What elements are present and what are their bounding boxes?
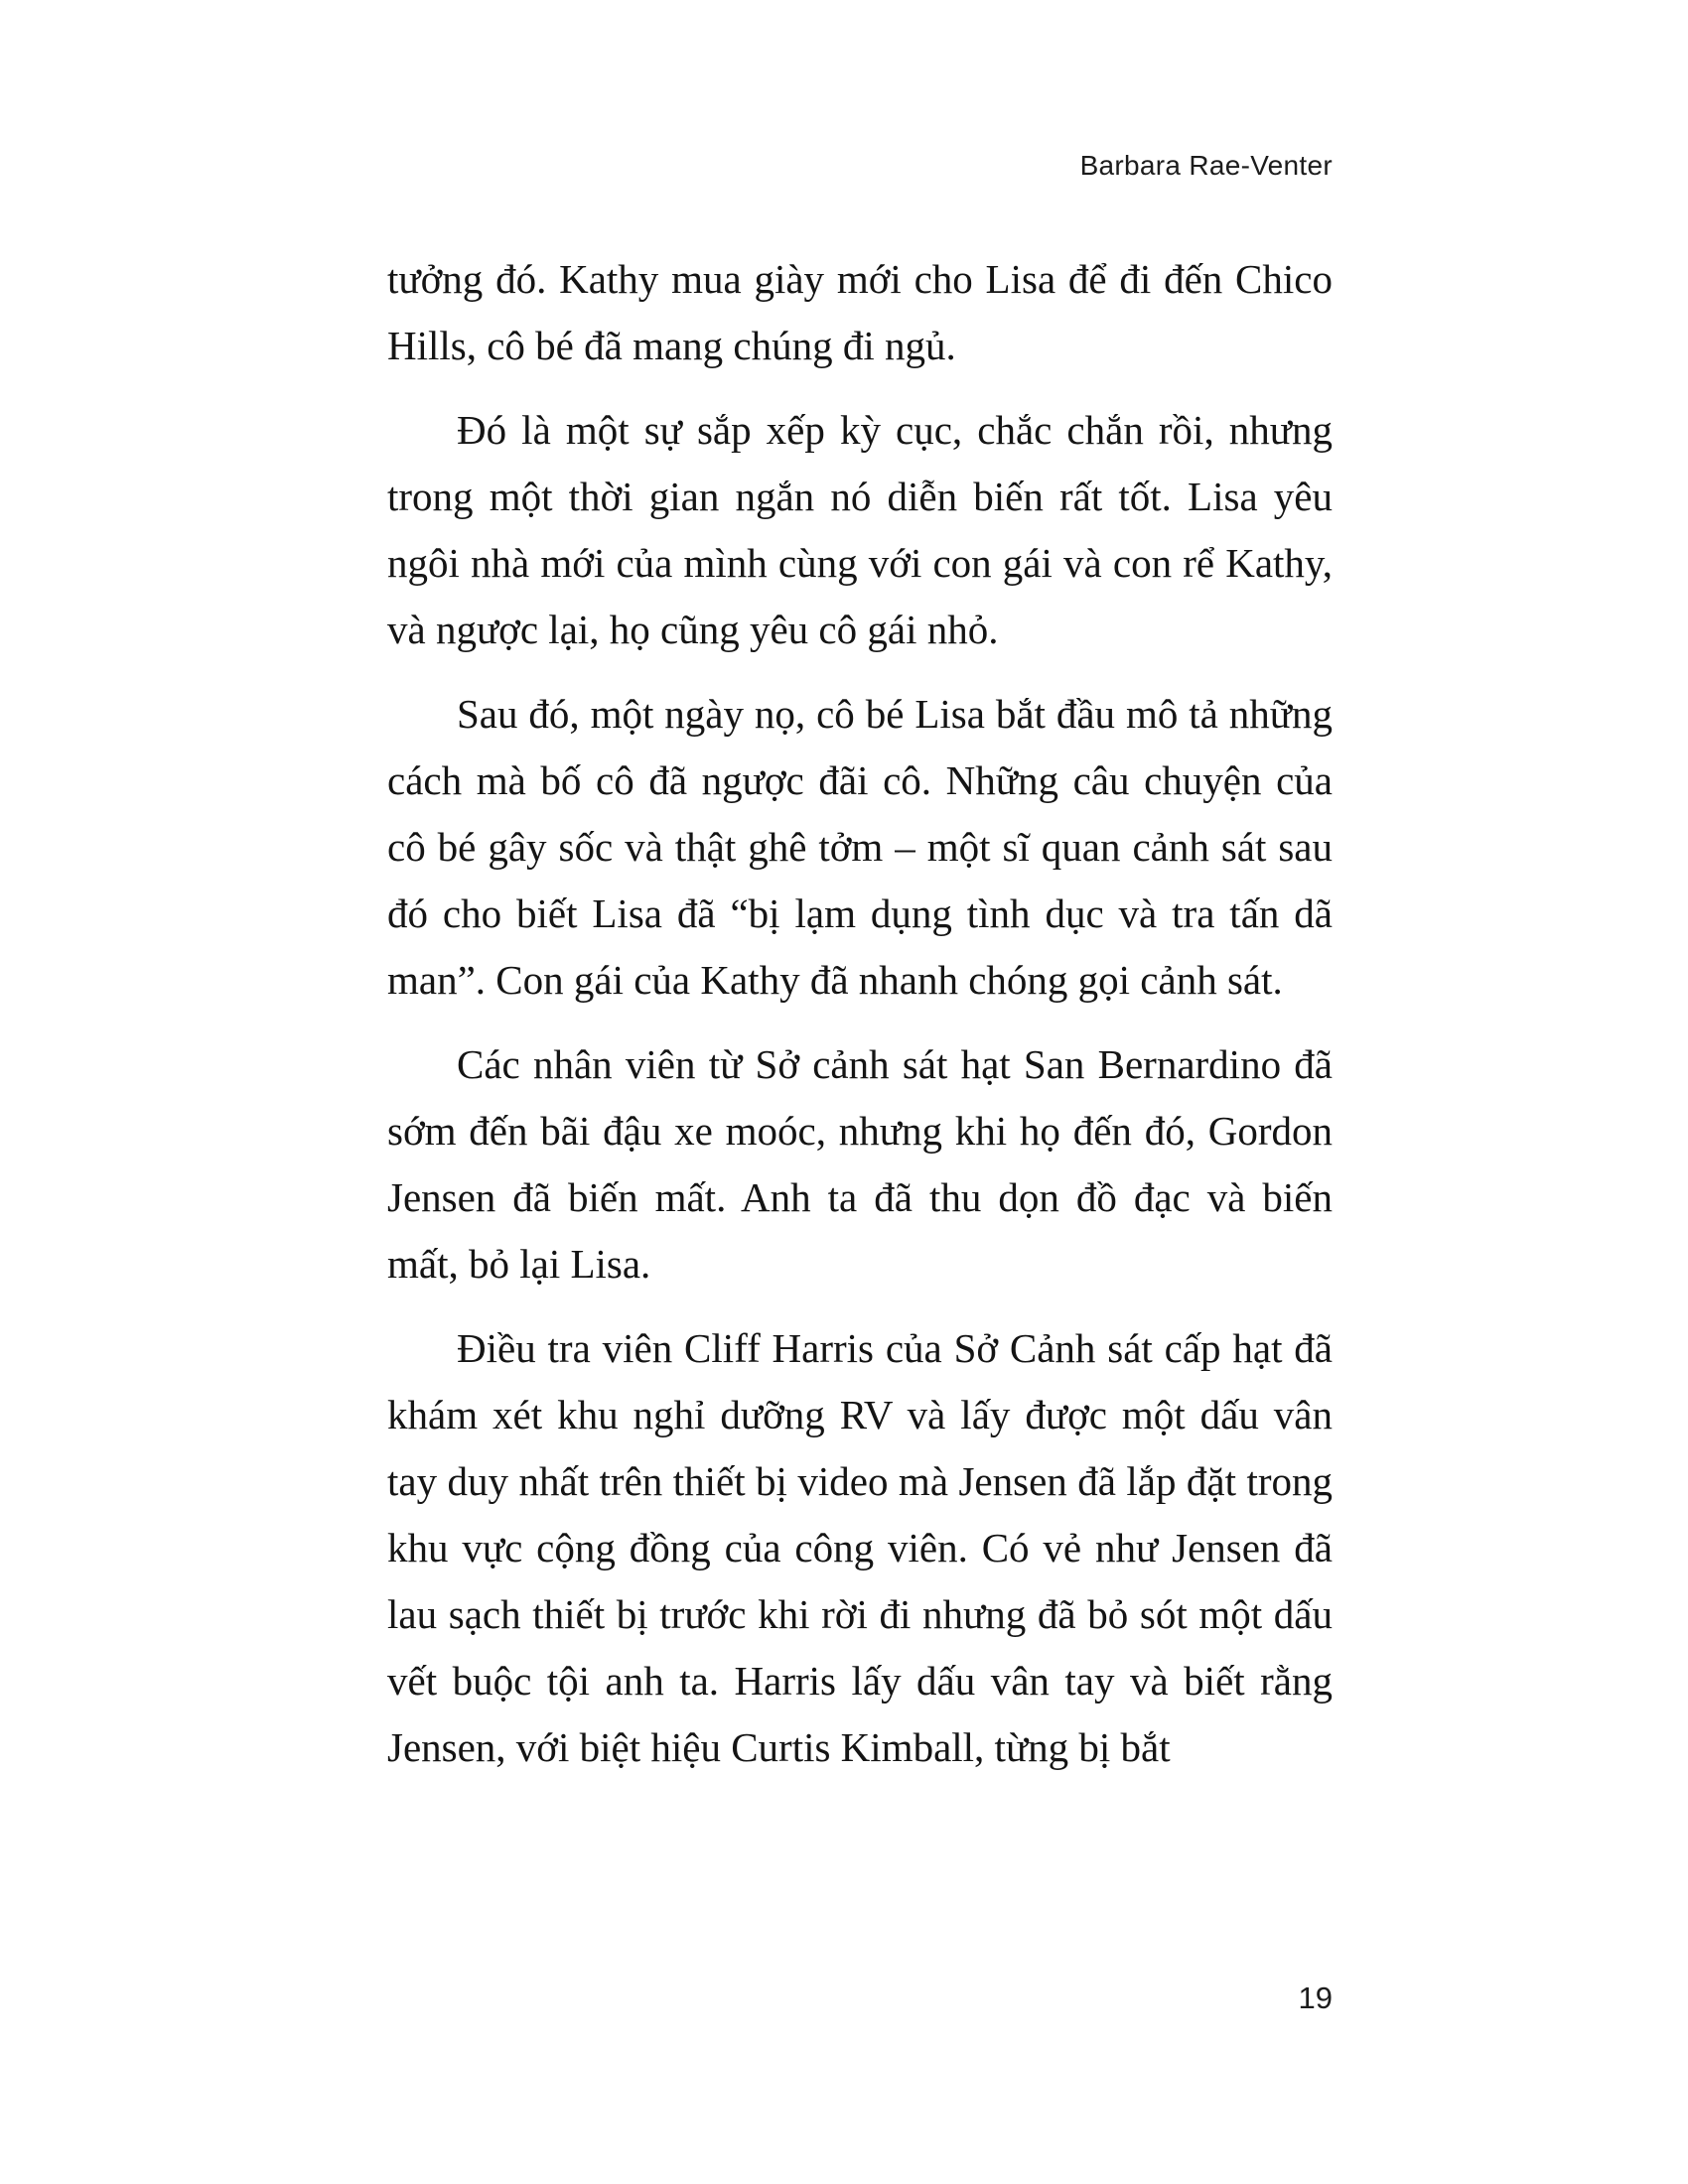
paragraph: Điều tra viên Cliff Harris của Sở Cảnh sát cấp hạt đã khám xét khu nghỉ dưỡng RV và lấy được một dấu vân tay duy nhất trên thiết bị video mà Jensen đã lắp đặt trong khu vực cộng đồng của công viên. Có vẻ như Jensen đã lau sạch thiết bị trước khi rời đi nhưng đã bỏ sót một dấu vết buộc tội anh ta. Harris lấy dấu vân tay và biết rằng Jensen, với biệt hiệu Curtis Kimball, từng bị bắt bbox=[387, 1324, 1333, 1770]
paragraph: tưởng đó. Kathy mua giày mới cho Lisa để đi đến Chico Hills, cô bé đã mang chúng đi ngủ. bbox=[387, 255, 1333, 368]
body-text bbox=[387, 246, 1333, 1781]
text-block bbox=[387, 149, 1333, 1799]
paragraph: Sau đó, một ngày nọ, cô bé Lisa bắt đầu mô tả những cách mà bố cô đã ngược đãi cô. Những câu chuyện của cô bé gây sốc và thật ghê tởm – một sĩ quan cảnh sát sau đó cho biết Lisa đã “bị lạm dụng tình dục và tra tấn dã man”. Con gái của Kathy đã nhanh chóng gọi cảnh sát. bbox=[387, 690, 1333, 1003]
running-header-author: Barbara Rae-Venter bbox=[1079, 150, 1333, 181]
paragraph: Đó là một sự sắp xếp kỳ cục, chắc chắn rồi, nhưng trong một thời gian ngắn nó diễn biến rất tốt. Lisa yêu ngôi nhà mới của mình cùng với con gái và con rể Kathy, và ngược lại, họ cũng yêu cô gái nhỏ. bbox=[387, 406, 1333, 652]
page-number: 19 bbox=[1298, 1980, 1333, 2015]
paragraph: Các nhân viên từ Sở cảnh sát hạt San Bernardino đã sớm đến bãi đậu xe moóc, nhưng khi họ đến đó, Gordon Jensen đã biến mất. Anh ta đã thu dọn đồ đạc và biến mất, bỏ lại Lisa. bbox=[387, 1040, 1333, 1287]
